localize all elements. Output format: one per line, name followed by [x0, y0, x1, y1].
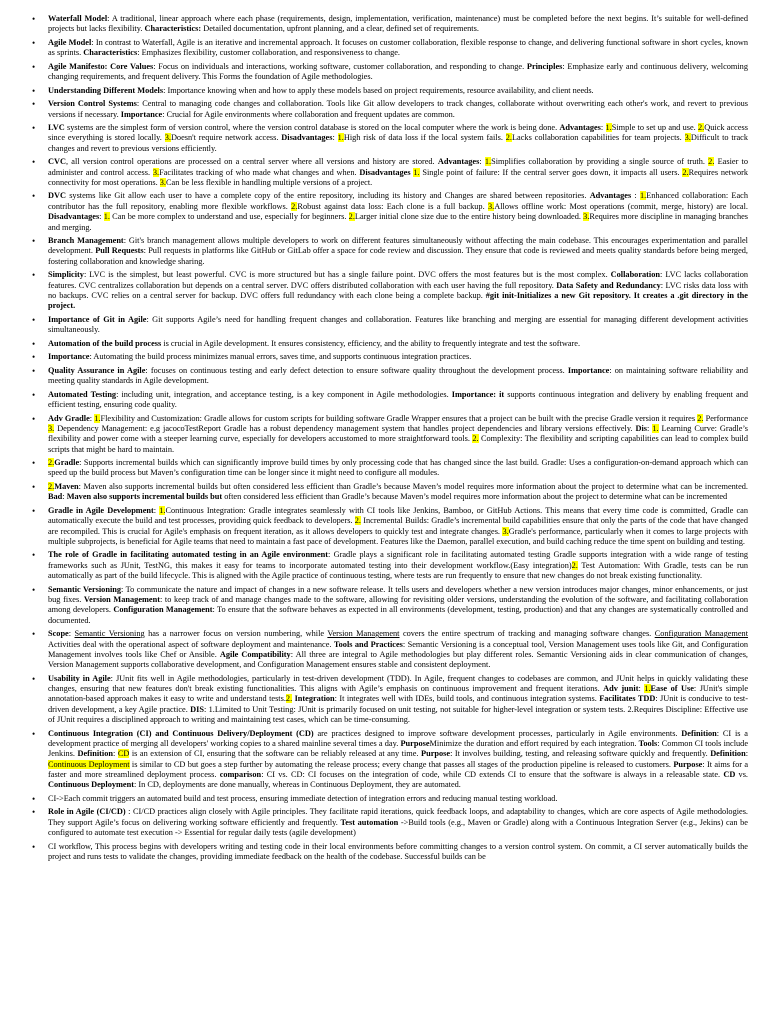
text-run: :: [62, 492, 67, 502]
text-run: : including unit, integration, and acceptance testing, is a key component in Agile methodologies.: [116, 389, 452, 399]
highlighted-marker: 2.: [505, 133, 512, 143]
bold-term: Scope: [48, 629, 69, 639]
text-run: is an extension of CI, ensuring that the software can be reliably released at any time.: [129, 749, 422, 759]
text-run: : Semantic Versioning is a conceptual tool, Version Management uses tools like Git, and Configuration Management involves tools like Chef or Ansible.: [48, 639, 748, 659]
highlighted-marker: 1.: [413, 167, 420, 177]
text-run: Enhanced collaboration: Each contributor has the full repository, enabling more flexible workflows.: [48, 191, 748, 211]
bullet-icon: •: [32, 807, 36, 818]
note-item: [29, 14, 748, 35]
note-item: [29, 99, 748, 120]
bold-term: Definition: [681, 728, 717, 738]
note-item: [29, 123, 748, 154]
text-run: :: [745, 749, 748, 759]
bold-term: Bad: [48, 492, 63, 502]
text-run: : Emphasizes flexibility, customer collaboration, and responsiveness to change.: [137, 48, 401, 58]
text-run: : Common CI tools include Jenkins.: [48, 738, 749, 759]
text-run: Incremental Builds: Gradle’s incremental build capabilities ensure that only the parts of the code that have changed are recompiled. This is crucial for Agile's emphasis on frequent iteration, as it allows developers to quickly test and integrate changes.: [48, 516, 748, 536]
bullet-icon: •: [32, 85, 36, 96]
highlighted-marker: 3.: [487, 201, 495, 211]
bold-term: Version Management: [83, 594, 160, 604]
note-item: [29, 86, 748, 96]
highlighted-marker: 2.: [285, 694, 293, 704]
text-run: : Maven also supports incremental builds but often considered less efficient than Gradle’s because Maven’s model requires more information about the project to determine what can be incremented.: [78, 481, 748, 491]
bullet-icon: •: [32, 629, 36, 640]
bold-term: #git init-Initializes a new Git repository. It creates a .git directory in the project.: [48, 290, 748, 311]
highlighted-marker: 2.: [48, 481, 55, 491]
text-run: often considered less efficient than Gradle’s because Maven’s model requires more information about the project to determine what can be incremented: [222, 492, 728, 502]
text-run: : Supports incremental builds which can significantly improve build times by only processing code that has changed since the last build. Gradle: Uses a configuration-on-demand approach which can speed up the build process but Maven’s configuration time can be longer since it might need to configure all modules.: [48, 458, 748, 478]
highlighted-marker: 3.: [164, 133, 171, 143]
bold-term: Automated Testing: [48, 389, 117, 399]
bold-term: DIS: [190, 704, 204, 714]
text-run: Easier to administer and control access.: [48, 157, 748, 177]
bold-term: Continuous Deployment: [48, 780, 134, 790]
note-item: [29, 236, 748, 267]
bold-term: Advantages: [559, 123, 601, 133]
bullet-icon: •: [32, 352, 36, 363]
text-run: :: [99, 212, 104, 222]
bold-term: Waterfall Model: [48, 14, 108, 23]
note-item: [29, 191, 748, 232]
bold-term: Disadvantages: [281, 133, 333, 143]
text-run: Single point of failure: If the central server goes down, it impacts all users.: [419, 167, 683, 177]
text-run: : CI vs. CD: CI focuses on the integration of code, while CD extends CI to ensure that the software is always in a releasable state.: [261, 770, 724, 779]
note-item: [29, 674, 748, 726]
note-item: [29, 270, 748, 311]
text-run: : A traditional, linear approach where each phase (requirements, design, implementation, verification, maintenance) must be completed before the next begins. It’s suitable for well-defined projects but lacks flexibility.: [48, 14, 748, 34]
highlighted-marker: 2.: [48, 458, 55, 468]
highlighted-marker: 3.: [48, 423, 55, 433]
bullet-icon: •: [32, 481, 36, 492]
bullet-icon: •: [32, 314, 36, 325]
bullet-icon: •: [32, 728, 36, 739]
text-run: Dependency Management: e.g jacocoTestReport Gradle has a robust dependency management system that handles project dependencies and library versions effectively.: [54, 423, 636, 433]
bold-term: CD: [723, 770, 736, 779]
bullet-icon: •: [32, 505, 36, 516]
bold-term: Importance: [567, 365, 610, 375]
bold-term: Collaboration: [610, 270, 660, 280]
bold-term: Principles: [526, 61, 563, 71]
text-run: : on maintaining software reliability and meeting quality standards in Agile development.: [48, 365, 748, 386]
bold-term: Definition: [77, 749, 113, 759]
highlighted-marker: 2.: [571, 560, 578, 570]
bullet-icon: •: [32, 338, 36, 349]
note-item: [29, 482, 748, 503]
note-item: [29, 458, 748, 479]
text-run: :: [479, 157, 485, 167]
text-run: covers the entire spectrum of tracking and managing software changes.: [399, 629, 655, 639]
text-run: : JUnit fits well in Agile methodologies, particularly in test-driven development (TDD). In Agile, frequent changes to codebases are common, and JUnit helps in quickly validating these changes, ensuring that new features don't break existing functionalities. This aligns with Agile’s emphasis on continuous improvement and frequent iterations.: [48, 673, 748, 694]
text-run: : LVC risks data loss with no backups. CVC relies on a central server for backup. DVC offers full redundancy with each clone being a complete backup.: [48, 280, 749, 300]
bullet-icon: •: [32, 673, 36, 684]
highlighted-marker: CD: [117, 749, 130, 759]
bullet-icon: •: [32, 99, 36, 110]
note-item: [29, 352, 748, 362]
text-run: : All three are integral to Agile methodologies but play different roles. Semantic Versioning aids in clear communication of changes, Version Management supports collaborative development, and Configuration Management ensures stable and consistent deployment.: [48, 649, 748, 670]
text-run: are practices designed to improve software development processes, particularly in Agile environments.: [313, 728, 682, 738]
bullet-icon: •: [32, 270, 36, 281]
bold-term: Dis: [635, 423, 647, 433]
bullet-icon: •: [32, 157, 36, 168]
text-run: Continuous Integration: Gradle integrates seamlessly with CI tools like Jenkins, Bamboo, or GitHub Actions. This means that every time code is committed, Gradle can automatically execute the build and test processes, providing quick feedback to developers.: [48, 505, 748, 526]
bold-term: Usability in Agile: [48, 673, 111, 683]
bold-term: Integration: [294, 694, 335, 704]
text-run: :: [638, 684, 645, 694]
text-run: : LVC lacks collaboration features. CVC centralizes collaboration but depends on a central server. DVC offers distributed collaboration with each user having the full repository.: [48, 270, 748, 290]
text-run: :: [68, 629, 75, 639]
note-item: [29, 414, 748, 455]
bullet-icon: •: [32, 550, 36, 561]
text-run: : Gradle plays a significant role in facilitating automated testing Gradle supports integration with a wide range of testing frameworks such as JUnit, TestNG, this makes it easy for teams to incorporate automated testing into their development workflow.(Easy integration): [48, 550, 748, 570]
note-item: [29, 38, 748, 59]
highlighted-marker: 2.: [708, 157, 715, 167]
text-run: Allows offline work: Most operations (commit, merge, history) are local.: [494, 201, 748, 211]
highlighted-marker: 3.: [152, 167, 160, 177]
highlighted-marker: 1.: [484, 157, 492, 167]
highlighted-marker: 3.: [159, 177, 166, 187]
bold-term: Agile Compatibility: [219, 649, 291, 659]
bullet-icon: •: [32, 793, 36, 804]
highlighted-marker: 3.: [684, 133, 691, 143]
highlighted-marker: 1.: [639, 191, 647, 201]
highlighted-marker: 2.: [697, 413, 704, 423]
note-item: [29, 729, 748, 791]
highlighted-marker: 2.: [682, 167, 689, 177]
bold-term: Gradle in Agile Development: [48, 505, 154, 515]
text-run: : Git's branch management allows multiple developers to work on different features simultaneously without affecting the main codebase. This encourages experimentation and parallel development.: [48, 236, 748, 256]
text-run: Detailed documentation, upfront planning, and a clear, defined set of requirements.: [201, 24, 479, 34]
bold-term: Importance: [120, 109, 163, 119]
text-run: : JUnit's simple annotation-based approach makes it easy to write and understand tests.: [48, 684, 749, 704]
highlighted-marker: 1.: [337, 133, 344, 143]
bullet-icon: •: [32, 458, 36, 469]
notes-list: [29, 14, 748, 862]
note-item: [29, 339, 748, 349]
bold-term: The role of Gradle in facilitating automated testing in an Agile environment: [48, 550, 329, 560]
bold-term: Understanding Different Models: [48, 85, 164, 95]
bullet-icon: •: [32, 365, 36, 376]
text-run: : Crucial for Agile environments where collaboration and frequent updates are common.: [162, 109, 455, 119]
bold-term: Tools and Practices: [333, 639, 403, 649]
highlighted-marker: 2.: [354, 516, 362, 526]
highlighted-marker: 2.: [291, 201, 298, 211]
text-run: vs.: [735, 770, 748, 779]
bold-term: Semantic Versioning: [48, 584, 122, 594]
bold-term: CVC: [48, 157, 66, 167]
note-item: [29, 585, 748, 626]
text-run: supports continuous integration and delivery by enabling frequent and efficient testing, ensuring code quality.: [48, 389, 748, 409]
text-run: Gradle's performance, particularly when it comes to large projects with multiple subprojects, is beneficial for Agile teams that need to maintain a fast pace of development. Features like the Daemon, parallel execution, and build caching reduce the time spent on building and testing.: [48, 526, 748, 546]
bold-term: Purpose: [400, 738, 430, 748]
bold-term: Maven: [54, 481, 79, 491]
bold-term: Definition: [710, 749, 746, 759]
text-run: Can be more complex to understand and use, especially for beginners.: [109, 212, 349, 222]
text-run: Learning Curve: Gradle’s flexibility and power come with a steeper learning curve, especially for developers accustomed to more straightforward tools.: [48, 423, 748, 444]
bold-term: Importance: [48, 352, 90, 362]
bullet-icon: •: [32, 61, 36, 72]
bold-term: Adv junit: [603, 684, 639, 694]
note-item: [29, 315, 748, 336]
text-run: Lacks collaboration capabilities for team projects.: [511, 133, 685, 143]
bullet-icon: •: [32, 123, 36, 134]
highlighted-marker: 1.: [644, 684, 651, 694]
note-item: [29, 157, 748, 188]
text-run: : To communicate the nature and impact of changes in a new software release. It tells users and developers whether a new version introduces major changes, minor enhancements, or just bug fixes.: [48, 584, 748, 604]
text-run: : In contrast to Waterfall, Agile is an iterative and incremental approach. It focuses on customer collaboration, flexible response to change, and delivering functional software in short cycles, known as sprints.: [48, 37, 748, 58]
text-run: ->Build tools (e.g., Maven or Gradle) along with a Continuous Integration Server (e.g., Jekins) can be configured to automate test execution -> Essential for regular daily tests (agile development): [48, 817, 748, 838]
text-run: :: [153, 505, 160, 515]
bullet-icon: •: [32, 14, 36, 24]
text-run: Requires more discipline in managing branches and merging.: [48, 212, 749, 232]
text-run: is similar to CD but goes a step further by automating the release process; every change that passes all stages of the production pipeline is released to customers.: [129, 759, 674, 769]
bold-term: Continuous Integration (CI) and Continuous Delivery/Deployment (CD): [48, 728, 314, 738]
bold-term: Simplicity: [48, 270, 84, 280]
note-item: [29, 842, 748, 863]
bullet-icon: •: [32, 389, 36, 400]
bullet-icon: •: [32, 191, 36, 202]
note-item: [29, 506, 748, 547]
text-run: : It aims for a faster and more streamlined deployment process.: [48, 759, 749, 779]
text-run: : In CD, deployments are done manually, whereas in Continuous Deployment, they are automated.: [133, 780, 461, 790]
highlighted-marker: 1.: [94, 413, 101, 423]
bold-term: Ease of Use: [650, 684, 694, 694]
text-run: : It integrates well with IDEs, build tools, and continuous integration systems.: [334, 694, 600, 704]
text-run: Difficult to track changes and revert to previous versions efficiently.: [48, 133, 748, 153]
bold-term: Characteristics: [83, 48, 138, 58]
text-run: :: [631, 191, 640, 201]
text-run: : CI/CD practices align closely with Agile principles. They facilitate rapid iterations, quick feedback loops, and adaptability to changes, which are core aspects of Agile methodologies. They support Agile’s focus on delivering working software efficiently and frequently.: [48, 807, 749, 827]
bold-term: Configuration Management: [113, 605, 213, 615]
text-run: systems like Git allow each user to have a complete copy of the entire repository, including its history and Changes are shared between repositories.: [65, 191, 590, 201]
text-run: Simple to set up and use.: [611, 123, 699, 133]
text-run: systems are the simplest form of version control, where the version control database is stored on the local computer where the work is being done.: [64, 123, 560, 133]
highlighted-marker: Continuous Deployment: [48, 759, 130, 769]
bullet-icon: •: [32, 584, 36, 595]
note-item: [29, 366, 748, 387]
bold-term: Importance: it: [451, 389, 505, 399]
highlighted-marker: 1.: [159, 505, 166, 515]
bold-term: Agile Manifesto: Core Values: [48, 61, 154, 71]
text-run: Larger initial clone size due to the entire history being downloaded.: [354, 212, 584, 222]
bold-term: Characteristics:: [144, 24, 202, 34]
text-run: :: [647, 423, 653, 433]
text-run: Test Automation: With Gradle, tests can be run automatically as part of the build lifecycle. This is aligned with the Agile practice of continuous testing, where tests are run frequently to ensure that new changes do not break existing functionality.: [48, 560, 748, 581]
bold-term: DVC: [48, 191, 66, 201]
bullet-icon: •: [32, 37, 36, 48]
text-run: : 1.Limited to Unit Testing: JUnit is primarily focused on unit testing, not suitable for higher-level integration or system tests. 2.Requires Discipline: Effective use of JUnit requires a disciplined approach to writing and maintaining test cases, which can be time-consuming.: [48, 704, 748, 725]
note-item: [29, 550, 748, 581]
bold-term: LVC: [48, 123, 65, 133]
highlighted-marker: 3.: [502, 526, 509, 536]
bold-term: Version Control Systems: [48, 99, 137, 109]
underlined-term: Semantic Versioning: [74, 629, 145, 639]
bold-term: Adv Gradle: [48, 413, 90, 423]
text-run: : It involves building, testing, and releasing software quickly and frequently.: [450, 749, 711, 759]
bold-term: Quality Assurance in Agile: [48, 365, 146, 375]
note-item: [29, 794, 748, 804]
note-item: [29, 62, 748, 83]
text-run: : Emphasize early and continuous delivery, welcoming changing requirements, and frequent delivery. This Forms the foundation of Agile methodologies.: [48, 61, 748, 82]
bold-term: Role in Agile (CI/CD): [48, 807, 126, 817]
bold-term: Importance of Git in Agile: [48, 314, 147, 324]
highlighted-marker: 1.: [605, 123, 612, 133]
text-run: : CI is a development practice of merging all developers' working copies to a shared mainline several times a day.: [48, 728, 748, 748]
text-run: Quick access since everything is stored locally.: [48, 123, 748, 143]
text-run: : focuses on continuous testing and early defect detection to ensure software quality throughout the development process.: [145, 365, 568, 375]
bold-term: Maven also supports incremental builds but: [66, 492, 223, 502]
note-item: [29, 807, 748, 838]
bold-term: Agile Model: [48, 37, 92, 47]
text-run: Flexibility and Customization: Gradle allows for custom scripts for building software Gradle Wrapper ensures that a project can be built with the precise Gradle version it requires: [100, 413, 698, 423]
bold-term: Gradle: [54, 458, 80, 468]
text-run: is crucial in Agile development. It ensures consistency, efficiency, and the ability to frequently integrate and test the software.: [161, 338, 581, 348]
note-item: [29, 390, 748, 411]
highlighted-marker: 2.: [698, 123, 705, 133]
note-item: [29, 629, 748, 670]
text-run: :: [113, 749, 118, 759]
text-run: Can be less flexible in handling multiple versions of a project.: [166, 177, 373, 187]
bold-term: Purpose: [421, 749, 451, 759]
text-run: Facilitates tracking of who made what changes and when.: [159, 167, 360, 177]
bold-term: Advantages: [589, 191, 632, 201]
highlighted-marker: 2.: [472, 434, 479, 444]
bold-term: Advantages: [437, 157, 480, 167]
highlighted-marker: 1.: [652, 423, 659, 433]
highlighted-marker: 3.: [583, 212, 590, 222]
underlined-term: Version Management: [327, 629, 400, 639]
text-run: :: [600, 123, 606, 133]
text-run: :: [89, 413, 95, 423]
text-run: : to keep track of and manage changes made to the software, allowing for revisiting older versions, understanding the evolution of the software, and facilitating collaboration among developers.: [48, 594, 749, 615]
bullet-icon: •: [32, 841, 36, 852]
bold-term: comparison: [219, 770, 262, 779]
text-run: : Pull requests in platforms like GitHub or GitLab offer a space for code review and discussion. They ensure that code is reviewed and meets quality standards before being merged, fostering collaboration and knowledge sharing.: [48, 246, 748, 266]
bold-term: Test automation: [340, 817, 399, 827]
highlighted-marker: 2.: [348, 212, 355, 222]
text-run: : LVC is the simplest, but least powerful. CVC is more structured but has a single failure point. DVC offers the most features but is the most complex.: [83, 270, 611, 280]
text-run: : Git supports Agile’s need for handling frequent changes and collaboration. Features like branching and merging are essential for managing different development activities simultaneously.: [48, 314, 748, 335]
underlined-term: Configuration Management: [654, 629, 749, 639]
text-run: High risk of data loss if the local system fails.: [343, 133, 506, 143]
bold-term: Disadvantages: [359, 167, 411, 177]
bold-term: Automation of the build process: [48, 338, 162, 348]
bold-term: Data Safety and Redundancy: [556, 280, 661, 290]
text-run: : Automating the build process minimizes manual errors, saves time, and supports continuous integration practices.: [89, 352, 472, 362]
text-run: Simplifies collaboration by providing a single source of truth.: [491, 157, 709, 167]
text-run: : Central to managing code changes and collaboration. Tools like Git allow developers to track changes, collaborate without overwriting each other's work, and revert to previous versions if necessary.: [48, 99, 748, 119]
bold-term: Tools: [638, 738, 658, 748]
bold-term: Pull Requests: [95, 246, 144, 256]
text-run: CI->Each commit triggers an automated build and test process, ensuring immediate detection of integration errors and reducing manual testing workload.: [48, 793, 558, 803]
text-run: Complexity: The flexibility and scripting capabilities can lead to complex build scripts that might be hard to maintain.: [48, 434, 749, 454]
text-run: Requires network connectivity for most operations.: [48, 167, 749, 187]
bold-term: Purpose: [673, 759, 703, 769]
text-run: Minimize the duration and effort required by each integration.: [429, 738, 639, 748]
text-run: : Importance knowing when and how to apply these models based on project requirements, resource availability, and client needs.: [163, 85, 594, 95]
text-run: has a narrower focus on version numbering, while: [144, 629, 328, 639]
text-run: : JUnit is conducive to test-driven development, a key Agile practice.: [48, 694, 748, 714]
text-run: CI workflow, This process begins with developers writing and testing code in their local environments before committing changes to a version control system. On commit, a CI server automatically builds the project and runs tests to validate the changes, providing immediate feedback on the health of the codebase. Successful builds can be: [48, 841, 748, 861]
text-run: :: [332, 133, 338, 143]
highlighted-marker: 1.: [103, 212, 110, 222]
text-run: Robust against data loss: Each clone is a full backup.: [297, 201, 488, 211]
text-run: Doesn't require network access.: [170, 133, 282, 143]
bold-term: Disadvantages: [48, 212, 100, 222]
text-run: : Focus on individuals and interactions, working software, customer collaboration, and responding to change.: [153, 61, 527, 71]
bold-term: Branch Management: [48, 236, 124, 246]
text-run: : To ensure that the software behaves as expected in all environments (development, testing, production) and that any changes are systematically controlled and documented.: [48, 605, 748, 625]
text-run: Activities deal with the operational aspect of software deployment and maintenance.: [48, 639, 334, 649]
text-run: , all version control operations are processed on a central server where all versions and history are stored.: [65, 157, 438, 167]
text-run: Performance: [703, 413, 748, 423]
bold-term: Facilitates TDD: [599, 694, 656, 704]
bullet-icon: •: [32, 236, 36, 247]
bullet-icon: •: [32, 413, 36, 424]
